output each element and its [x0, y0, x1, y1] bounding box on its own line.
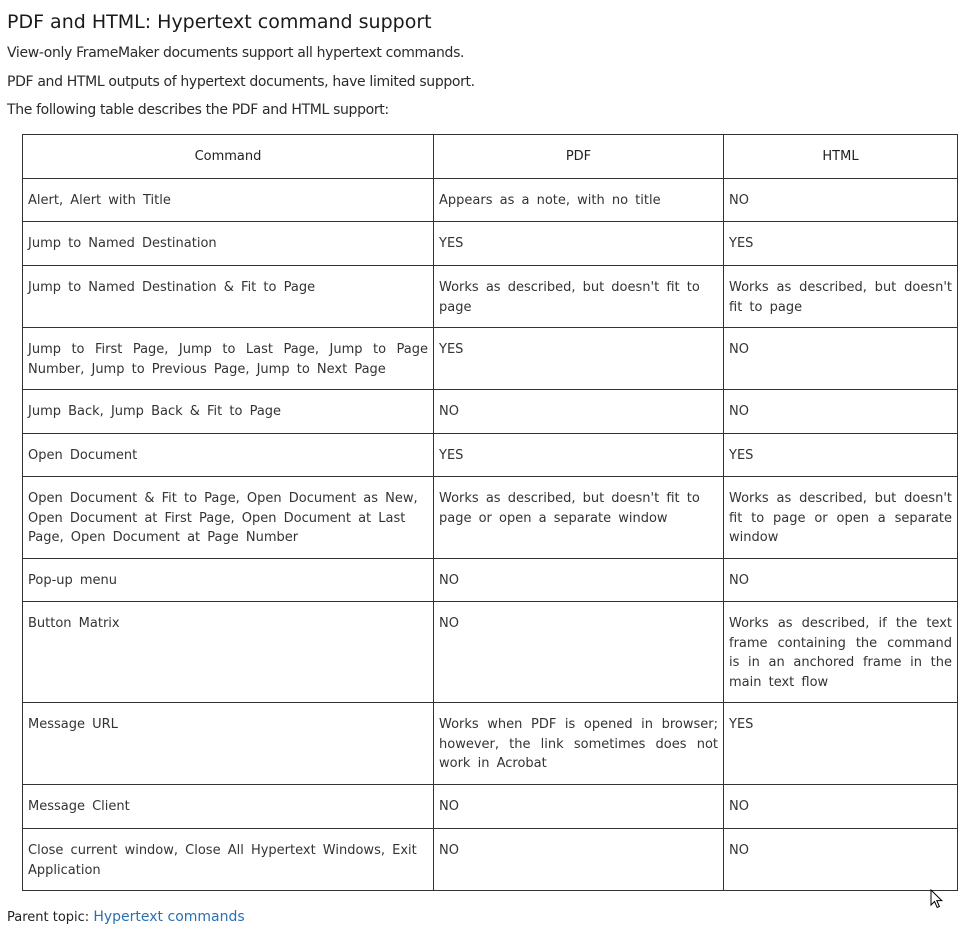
cell-command: Button Matrix [23, 602, 434, 703]
cell-pdf: NO [434, 559, 724, 602]
cell-pdf: NO [434, 829, 724, 891]
cell-command: Jump Back, Jump Back & Fit to Page [23, 390, 434, 434]
cell-html: NO [724, 390, 958, 434]
cell-html: NO [724, 328, 958, 390]
header-html: HTML [724, 135, 958, 179]
cell-command: Jump to First Page, Jump to Last Page, Jump to Page Number, Jump to Previous Page, Jump to Next Page [23, 328, 434, 390]
cell-pdf: Works when PDF is opened in browser; however, the link sometimes does not work in Acrobat [434, 703, 724, 785]
table-row [23, 266, 958, 328]
parent-topic-link[interactable]: Hypertext commands [93, 909, 245, 925]
table-header-row [23, 135, 958, 179]
parent-topic-label: Parent topic: [7, 910, 90, 925]
cell-html: Works as described, if the text frame containing the command is in an anchored frame in the main text flow [724, 602, 958, 703]
intro-paragraph: View-only FrameMaker documents support all hypertext commands. [7, 45, 465, 61]
cell-pdf: Works as described, but doesn't fit to page or open a separate window [434, 477, 724, 559]
header-pdf: PDF [434, 135, 724, 179]
cell-pdf: NO [434, 602, 724, 703]
cell-pdf: NO [434, 785, 724, 829]
cell-pdf: Appears as a note, with no title [434, 179, 724, 222]
cell-command: Open Document & Fit to Page, Open Document as New, Open Document at First Page, Open Document at Last Page, Open Document at Page Number [23, 477, 434, 559]
intro-paragraph: The following table describes the PDF and HTML support: [7, 102, 389, 118]
cell-command: Message URL [23, 703, 434, 785]
table-row [23, 434, 958, 477]
table-row [23, 602, 958, 703]
table-row [23, 703, 958, 785]
cell-html: NO [724, 179, 958, 222]
cell-html: NO [724, 829, 958, 891]
table-row [23, 477, 958, 559]
parent-topic [7, 908, 245, 927]
table-row [23, 222, 958, 266]
cell-command: Close current window, Close All Hypertext Windows, Exit Application [23, 829, 434, 891]
table-row [23, 179, 958, 222]
cell-command: Message Client [23, 785, 434, 829]
cell-html: NO [724, 559, 958, 602]
table-row [23, 785, 958, 829]
table-row [23, 829, 958, 891]
support-table [22, 134, 958, 891]
mouse-pointer-icon [930, 889, 944, 909]
cell-command: Pop-up menu [23, 559, 434, 602]
cell-command: Alert, Alert with Title [23, 179, 434, 222]
cell-html: NO [724, 785, 958, 829]
cell-html: Works as described, but doesn't fit to page or open a separate window [724, 477, 958, 559]
cell-pdf: YES [434, 222, 724, 266]
cell-pdf: Works as described, but doesn't fit to page [434, 266, 724, 328]
cell-pdf: YES [434, 434, 724, 477]
cell-pdf: NO [434, 390, 724, 434]
cell-command: Jump to Named Destination & Fit to Page [23, 266, 434, 328]
cell-html: YES [724, 703, 958, 785]
cell-pdf: YES [434, 328, 724, 390]
table-row [23, 328, 958, 390]
cell-html: YES [724, 222, 958, 266]
table-row [23, 559, 958, 602]
cell-html: Works as described, but doesn't fit to page [724, 266, 958, 328]
header-command: Command [23, 135, 434, 179]
cell-html: YES [724, 434, 958, 477]
page-title: PDF and HTML: Hypertext command support [7, 11, 432, 33]
cell-command: Jump to Named Destination [23, 222, 434, 266]
intro-paragraph: PDF and HTML outputs of hypertext documents, have limited support. [7, 74, 475, 90]
cell-command: Open Document [23, 434, 434, 477]
table-row [23, 390, 958, 434]
